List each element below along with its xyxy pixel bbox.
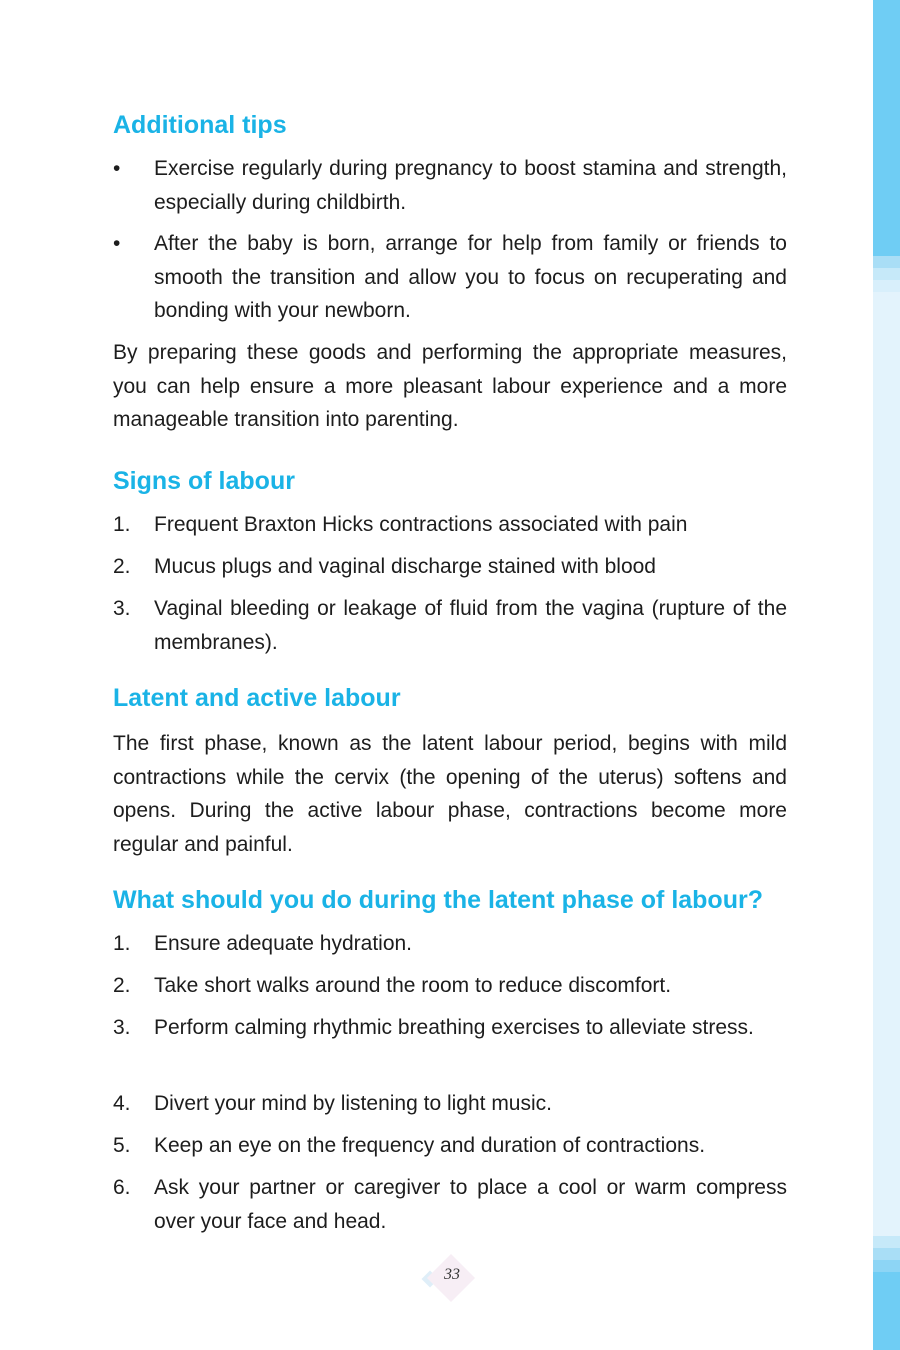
- item-number: 2.: [113, 974, 131, 997]
- item-number: 1.: [113, 513, 131, 536]
- edge-band: [873, 268, 900, 280]
- heading-latent-phase-todo: What should you do during the latent phase of labour?: [113, 886, 763, 914]
- edge-band: [873, 1236, 900, 1248]
- heading-additional-tips: Additional tips: [113, 111, 287, 139]
- numbered-item: [113, 1129, 787, 1163]
- item-text: Take short walks around the room to reduce discomfort.: [154, 974, 672, 997]
- numbered-item: [113, 927, 787, 961]
- numbered-item: [113, 969, 787, 1003]
- edge-strip-dark-top: [873, 0, 900, 256]
- page-number: 33: [444, 1266, 460, 1283]
- heading-signs-of-labour: Signs of labour: [113, 467, 295, 495]
- item-text: Perform calming rhythmic breathing exercises to alleviate stress.: [154, 1016, 754, 1039]
- item-number: 2.: [113, 555, 131, 578]
- bullet-marker: •: [113, 232, 121, 255]
- list-item-text: Exercise regularly during pregnancy to boost stamina and strength, especially during childbirth.: [154, 157, 787, 214]
- paragraph-latent-active: The first phase, known as the latent labour period, begins with mild contractions while the cervix (the opening of the uterus) softens and opens. During the active labour phase, contractions become more regular and painful.: [113, 732, 787, 856]
- item-number: 3.: [113, 1016, 131, 1039]
- paragraph-preparing: By preparing these goods and performing the appropriate measures, you can help ensure a more pleasant labour experience and a more manageable transition into parenting.: [113, 341, 787, 431]
- item-number: 4.: [113, 1092, 131, 1115]
- numbered-item: [113, 550, 787, 584]
- edge-band: [873, 256, 900, 268]
- heading-latent-active-labour: Latent and active labour: [113, 684, 401, 712]
- page-number-badge: [426, 1253, 478, 1305]
- item-text: Divert your mind by listening to light music.: [154, 1092, 552, 1115]
- item-text: Vaginal bleeding or leakage of fluid from the vagina (rupture of the membranes).: [154, 597, 787, 654]
- item-number: 3.: [113, 597, 131, 620]
- list-item: [113, 152, 787, 219]
- list-item: [113, 227, 787, 328]
- edge-band: [873, 1260, 900, 1272]
- numbered-item: [113, 508, 787, 542]
- item-text: Mucus plugs and vaginal discharge stained with blood: [154, 555, 656, 578]
- numbered-item: [113, 1171, 787, 1238]
- edge-band: [873, 280, 900, 292]
- item-text: Frequent Braxton Hicks contractions associated with pain: [154, 513, 688, 536]
- edge-band: [873, 1248, 900, 1260]
- item-text: Ensure adequate hydration.: [154, 932, 413, 955]
- item-number: 5.: [113, 1134, 131, 1157]
- item-text: Ask your partner or caregiver to place a cool or warm compress over your face and head.: [154, 1176, 787, 1233]
- item-number: 6.: [113, 1176, 131, 1199]
- bullet-marker: •: [113, 157, 121, 180]
- item-text: Keep an eye on the frequency and duration of contractions.: [154, 1134, 706, 1157]
- item-number: 1.: [113, 932, 131, 955]
- numbered-item: [113, 592, 787, 659]
- numbered-item: [113, 1087, 787, 1121]
- list-item-text: After the baby is born, arrange for help from family or friends to smooth the transition and allow you to focus on recuperating and bonding with your newborn.: [154, 232, 787, 322]
- numbered-item: [113, 1011, 787, 1045]
- edge-strip-dark-bottom: [873, 1272, 900, 1350]
